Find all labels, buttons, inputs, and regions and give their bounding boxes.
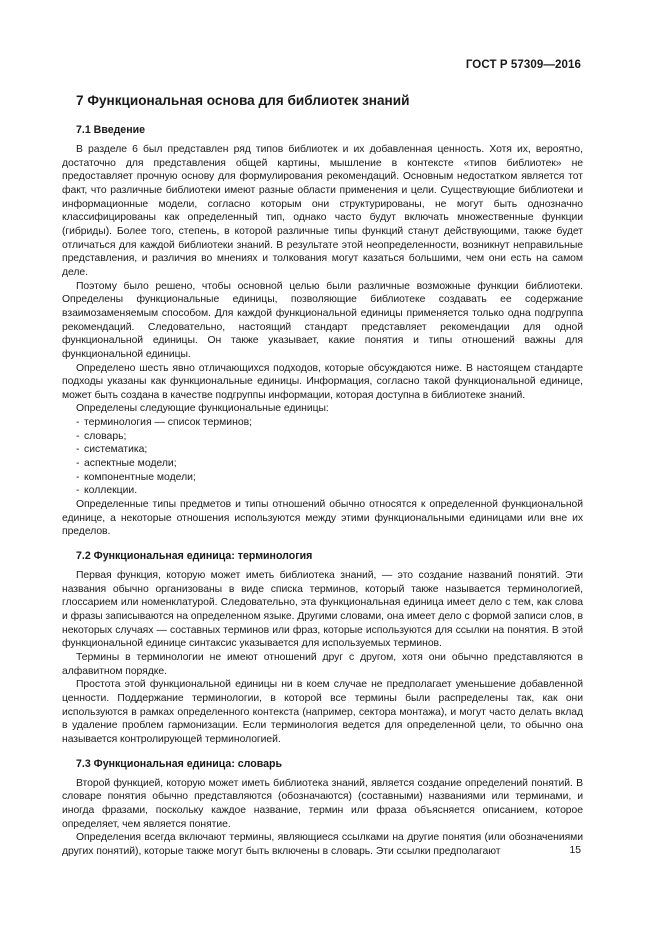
list-item: - аспектные модели; xyxy=(76,458,177,470)
subsection-heading-7-2: 7.2 Функциональная единица: терминология xyxy=(76,550,313,563)
paragraph: Простота этой функциональной единицы ни в коем случае не предполагает уменьшение добавленной ценности. Поддержание терминологии, в которой все термины были распределены так, как они используются в рамках определенного контекста (например, сектора монтажа), и могут часто делать вклад в удаление проблем гармонизации. Если терминология ведется для определенной цели, то обычно она называется контролирующей терминологией. xyxy=(62,679,583,745)
paragraph: В разделе 6 был представлен ряд типов библиотек и их добавленная ценность. Хотя их, вероятно, достаточно для представления общей картины, мышление в контексте «типов библиотек» не предоставляет прочную основу для формулирования рекомендаций. Основным недостатком является тот факт, что различные библиотеки имеют разные области применения и цели. Существующие библиотеки и информационные модели, согласно которым они структурированы, не могут быть однозначно классифицированы как определенный тип, однако часто будут включать множественные функции (гибриды). Более того, степень, в которой различные типы функций станут действующими, также будет отличаться для каждой библиотеки знаний. В результате этой неопределенности, возникнут неправильные представления, и различия во мнениях и толкования могут казаться большими, чем они есть на самом деле. xyxy=(62,144,583,278)
paragraph: Поэтому было решено, чтобы основной целью были различные возможные функции библиотеки. Определены функциональные единицы, позволяющие библиотеке создавать ее содержание взаимозаменяемым способом. Для каждой функциональной единицы применяется только одна подгруппа рекомендаций. Следовательно, настоящий стандарт представляет рекомендации для одной функциональной единицы. Он также указывает, какие понятия и типы отношений важны для функциональной единицы. xyxy=(62,280,583,360)
subsection-heading-7-3: 7.3 Функциональная единица: словарь xyxy=(76,757,282,770)
list-item: - словарь; xyxy=(76,430,127,442)
document-code: ГОСТ Р 57309—2016 xyxy=(465,59,581,71)
list-item: - терминология — список терминов; xyxy=(76,417,253,429)
paragraph: Первая функция, которую может иметь библиотека знаний, — это создание названий понятий. Эти названия обычно организованы в виде списка терминов, который также называется терминологией, глоссарием или номенклатурой. Следовательно, эта функциональная единица имеет дело с тем, как слова и фразы записываются на определенном языке. Другими словами, она имеет дело с формой записи слов, в некоторых случаях — составных терминов или фраз, которые используются для ссылки на понятия. В этой функциональной единице синтаксис указывается для используемых терминов. xyxy=(62,570,583,650)
paragraph: Определения всегда включают термины, являющиеся ссылками на другие понятия (или обозначениями других понятий), которые также могут быть включены в словарь. Эти ссылки предполагают xyxy=(62,832,583,857)
list-item: - систематика; xyxy=(76,444,148,456)
paragraph: Определены следующие функциональные единицы: xyxy=(76,403,329,415)
paragraph: Определенные типы предметов и типы отношений обычно относятся к определенной функциональной единице, а некоторые отношения используются между этими функциональными единицами или вне их пределов. xyxy=(62,499,583,538)
subsection-heading-7-1: 7.1 Введение xyxy=(76,124,146,136)
section-heading: 7 Функциональная основа для библиотек знаний xyxy=(76,93,410,108)
paragraph: Второй функцией, которую может иметь библиотека знаний, является создание определений понятий. В словаре понятия обычно представляются (обозначаются) (составными) названиями или терминами, и иногда фразами, поскольку каждое название, термин или фраза объясняется описанием, которое определяет, чем является понятие. xyxy=(62,777,583,830)
paragraph: Определено шесть явно отличающихся подходов, которые обсуждаются ниже. В настоящем стандарте подходы указаны как функциональные единицы. Информация, согласно такой функциональной единице, может быть создана в качестве подгруппы информации, которая доступна в библиотеке знаний. xyxy=(62,362,583,401)
list-item: - компонентные модели; xyxy=(76,471,196,483)
page-body xyxy=(62,90,583,859)
functional-units-list xyxy=(62,416,583,498)
paragraph: Термины в терминологии не имеют отношений друг с другом, хотя они обычно представляются в алфавитном порядке. xyxy=(62,651,583,677)
list-item: - коллекции. xyxy=(76,485,138,497)
page-number: 15 xyxy=(569,845,581,856)
